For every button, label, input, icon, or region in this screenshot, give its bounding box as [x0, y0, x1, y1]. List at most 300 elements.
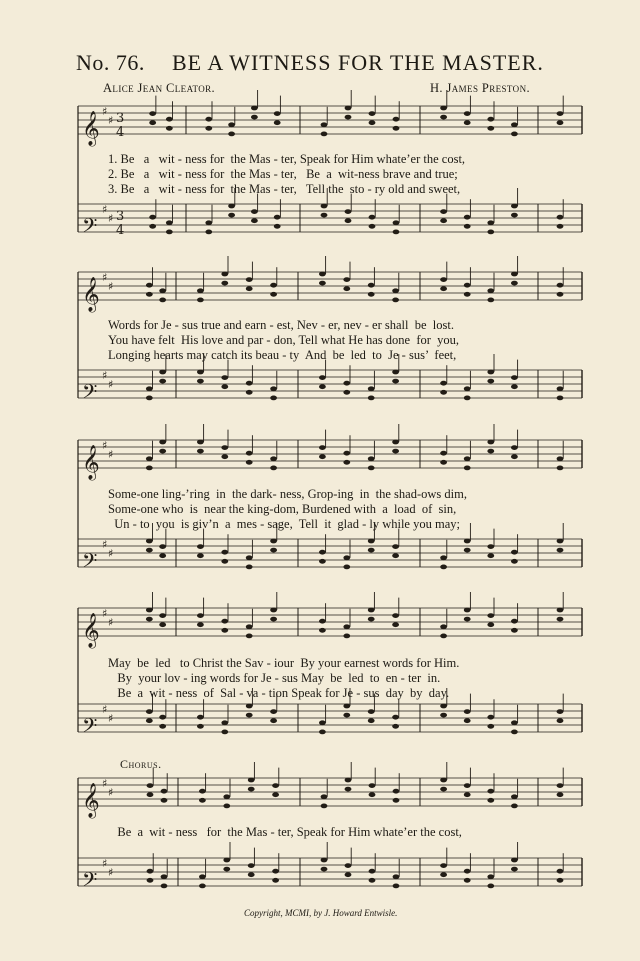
note-head: [161, 874, 168, 879]
note-head: [511, 550, 518, 555]
note-head: [149, 215, 156, 220]
note-head: [557, 792, 564, 797]
note-head: [557, 709, 564, 714]
note-head: [319, 628, 326, 633]
note-head: [557, 548, 564, 553]
note-head: [392, 544, 399, 549]
note-head: [221, 375, 228, 380]
note-head: [511, 867, 518, 872]
composer-credit: H. James Preston.: [430, 81, 530, 95]
note-head: [197, 449, 204, 454]
note-head: [343, 634, 350, 639]
note-head: [272, 869, 279, 874]
note-head: [159, 449, 166, 454]
note-head: [440, 713, 447, 718]
note-head: [392, 553, 399, 558]
lyric-line: Be a wit - ness for the Mas - ter, Speak for Him whate’er the cost,: [108, 825, 462, 839]
note-head: [557, 292, 564, 297]
lyric-line: Words for Je - sus true and earn - est, Nev - er, nev - er shall be lost.: [108, 318, 454, 332]
note-head: [345, 115, 352, 120]
note-head: [197, 379, 204, 384]
note-head: [464, 718, 471, 723]
note-head: [464, 869, 471, 874]
note-head: [464, 466, 471, 471]
note-head: [197, 544, 204, 549]
bass-clef: 𝄢: [82, 868, 98, 896]
copyright-notice: Copyright, MCMI, by J. Howard Entwisle.: [244, 908, 398, 918]
note-head: [464, 224, 471, 229]
note-head: [464, 215, 471, 220]
note-head: [464, 120, 471, 125]
note-head: [369, 792, 376, 797]
note-head: [368, 548, 375, 553]
note-head: [199, 874, 206, 879]
lyric-line: May be led to Christ the Sav - iour By your earnest words for Him.: [108, 656, 460, 670]
note-head: [246, 286, 253, 291]
note-head: [205, 220, 212, 225]
sharp-sign: ♯: [108, 378, 114, 391]
lyric-line: Some-one ling-’ring in the dark- ness, Grop-ing in the shad-ows dim,: [108, 487, 467, 501]
note-head: [246, 381, 253, 386]
note-head: [368, 617, 375, 622]
note-head: [161, 789, 168, 794]
note-head: [228, 213, 235, 218]
treble-clef: 𝄞: [82, 613, 100, 648]
sharp-sign: ♯: [108, 212, 114, 225]
sharp-sign: ♯: [108, 616, 114, 629]
note-head: [147, 869, 154, 874]
note-head: [487, 544, 494, 549]
note-head: [440, 555, 447, 560]
note-head: [557, 869, 564, 874]
sharp-sign: ♯: [102, 203, 108, 216]
note-head: [392, 288, 399, 293]
note-head: [274, 120, 281, 125]
note-head: [440, 390, 447, 395]
note-head: [557, 783, 564, 788]
note-head: [392, 449, 399, 454]
note-head: [487, 724, 494, 729]
note-head: [270, 292, 277, 297]
note-head: [511, 122, 518, 127]
note-head: [440, 778, 447, 783]
note-head: [270, 283, 277, 288]
note-head: [146, 709, 153, 714]
note-head: [440, 277, 447, 282]
note-head: [393, 874, 400, 879]
note-head: [487, 798, 494, 803]
note-head: [159, 379, 166, 384]
lyric-line: 3. Be a wit - ness for the Mas - ter, Tell the sto - ry old and sweet,: [108, 182, 461, 196]
note-head: [146, 456, 153, 461]
note-head: [557, 283, 564, 288]
note-head: [393, 789, 400, 794]
note-head: [246, 565, 253, 570]
note-head: [197, 298, 204, 303]
time-signature: 4: [116, 125, 125, 140]
note-head: [440, 286, 447, 291]
note-head: [146, 617, 153, 622]
lyric-line: 1. Be a wit - ness for the Mas - ter, Speak for Him whate’er the cost,: [108, 152, 466, 166]
sharp-sign: ♯: [102, 271, 108, 284]
note-head: [146, 283, 153, 288]
note-head: [464, 608, 471, 613]
note-head: [321, 204, 328, 209]
time-signature: 3: [116, 209, 125, 224]
note-head: [464, 386, 471, 391]
note-head: [557, 539, 564, 544]
note-head: [197, 715, 204, 720]
sharp-sign: ♯: [102, 703, 108, 716]
note-head: [440, 451, 447, 456]
treble-clef: 𝄞: [82, 277, 100, 312]
note-head: [345, 209, 352, 214]
note-head: [221, 445, 228, 450]
sharp-sign: ♯: [102, 607, 108, 620]
note-head: [557, 215, 564, 220]
bass-clef: 𝄢: [82, 549, 98, 577]
note-head: [343, 390, 350, 395]
note-head: [487, 622, 494, 627]
note-head: [440, 115, 447, 120]
note-head: [392, 379, 399, 384]
note-head: [511, 375, 518, 380]
sharp-sign: ♯: [102, 857, 108, 870]
time-signature: 4: [116, 223, 125, 238]
note-head: [319, 445, 326, 450]
note-head: [343, 565, 350, 570]
note-head: [487, 117, 494, 122]
note-head: [270, 396, 277, 401]
note-head: [369, 783, 376, 788]
hymn-number: No. 76.: [76, 50, 145, 75]
note-head: [557, 617, 564, 622]
note-head: [511, 794, 518, 799]
note-head: [221, 281, 228, 286]
note-head: [223, 867, 230, 872]
note-head: [368, 386, 375, 391]
note-head: [166, 220, 173, 225]
note-head: [392, 715, 399, 720]
note-head: [159, 440, 166, 445]
note-head: [511, 628, 518, 633]
note-head: [221, 550, 228, 555]
note-head: [221, 384, 228, 389]
note-head: [161, 884, 168, 889]
note-head: [146, 608, 153, 613]
note-head: [251, 218, 258, 223]
note-head: [440, 624, 447, 629]
note-head: [199, 789, 206, 794]
note-head: [159, 288, 166, 293]
lyric-line: Be a wit - ness of Sal - va - tion Speak for Je - sus day by day.: [108, 686, 450, 700]
note-head: [223, 804, 230, 809]
note-head: [221, 454, 228, 459]
sharp-sign: ♯: [108, 866, 114, 879]
note-head: [511, 384, 518, 389]
lyric-line: 2. Be a wit - ness for the Mas - ter, Be a wit-ness brave and true;: [108, 167, 458, 181]
note-head: [368, 466, 375, 471]
note-head: [248, 787, 255, 792]
note-head: [319, 272, 326, 277]
note-head: [321, 122, 328, 127]
note-head: [557, 224, 564, 229]
note-head: [246, 277, 253, 282]
note-head: [393, 798, 400, 803]
note-head: [368, 718, 375, 723]
note-head: [557, 111, 564, 116]
chorus-label: Chorus.: [120, 757, 162, 771]
note-head: [272, 792, 279, 797]
note-head: [345, 218, 352, 223]
note-head: [345, 787, 352, 792]
note-head: [392, 440, 399, 445]
note-head: [368, 456, 375, 461]
note-head: [197, 553, 204, 558]
note-head: [270, 539, 277, 544]
note-head: [440, 872, 447, 877]
note-head: [440, 704, 447, 709]
note-head: [319, 730, 326, 735]
note-head: [464, 539, 471, 544]
note-head: [487, 613, 494, 618]
note-head: [511, 445, 518, 450]
note-head: [487, 126, 494, 131]
note-head: [221, 628, 228, 633]
note-head: [487, 449, 494, 454]
bass-clef: 𝄢: [82, 714, 98, 742]
note-head: [228, 122, 235, 127]
note-head: [166, 126, 173, 131]
note-head: [147, 792, 154, 797]
note-head: [146, 396, 153, 401]
note-head: [343, 555, 350, 560]
note-head: [319, 619, 326, 624]
note-head: [487, 874, 494, 879]
note-head: [147, 878, 154, 883]
note-head: [274, 111, 281, 116]
note-head: [159, 370, 166, 375]
note-head: [146, 386, 153, 391]
note-head: [205, 126, 212, 131]
note-head: [221, 272, 228, 277]
lyric-line: By your lov - ing words for Je - sus May be led to en - ter in.: [108, 671, 441, 685]
note-head: [149, 111, 156, 116]
sharp-sign: ♯: [108, 547, 114, 560]
note-head: [557, 456, 564, 461]
sharp-sign: ♯: [108, 280, 114, 293]
note-head: [146, 466, 153, 471]
note-head: [321, 804, 328, 809]
note-head: [159, 715, 166, 720]
note-head: [270, 466, 277, 471]
note-head: [228, 132, 235, 137]
note-head: [270, 709, 277, 714]
note-head: [345, 863, 352, 868]
note-head: [464, 396, 471, 401]
note-head: [557, 608, 564, 613]
note-head: [511, 730, 518, 735]
note-head: [369, 111, 376, 116]
note-head: [368, 608, 375, 613]
note-head: [369, 120, 376, 125]
note-head: [166, 230, 173, 235]
lyricist-credit: Alice Jean Cleator.: [103, 81, 216, 95]
bass-clef: 𝄢: [82, 380, 98, 408]
note-head: [392, 298, 399, 303]
hymn-title: BE A WITNESS FOR THE MASTER.: [172, 50, 544, 75]
sharp-sign: ♯: [102, 538, 108, 551]
note-head: [487, 884, 494, 889]
note-head: [511, 720, 518, 725]
note-head: [270, 386, 277, 391]
note-head: [368, 292, 375, 297]
note-head: [246, 555, 253, 560]
note-head: [159, 544, 166, 549]
note-head: [251, 209, 258, 214]
note-head: [159, 724, 166, 729]
note-head: [270, 456, 277, 461]
note-head: [343, 704, 350, 709]
note-head: [392, 724, 399, 729]
note-head: [511, 204, 518, 209]
note-head: [487, 715, 494, 720]
note-head: [393, 126, 400, 131]
note-head: [321, 213, 328, 218]
note-head: [146, 718, 153, 723]
note-head: [487, 440, 494, 445]
note-head: [343, 624, 350, 629]
note-head: [161, 798, 168, 803]
sharp-sign: ♯: [102, 439, 108, 452]
note-head: [272, 783, 279, 788]
note-head: [197, 288, 204, 293]
note-head: [228, 204, 235, 209]
note-head: [392, 613, 399, 618]
note-head: [557, 396, 564, 401]
note-head: [319, 550, 326, 555]
note-head: [511, 858, 518, 863]
note-head: [440, 209, 447, 214]
note-head: [557, 386, 564, 391]
note-head: [464, 292, 471, 297]
note-head: [343, 286, 350, 291]
note-head: [246, 634, 253, 639]
time-signature: 3: [116, 111, 125, 126]
note-head: [440, 460, 447, 465]
note-head: [487, 288, 494, 293]
note-head: [248, 778, 255, 783]
note-head: [159, 298, 166, 303]
note-head: [511, 559, 518, 564]
treble-clef: 𝄞: [82, 445, 100, 480]
note-head: [511, 213, 518, 218]
note-head: [345, 106, 352, 111]
note-head: [487, 789, 494, 794]
note-head: [487, 220, 494, 225]
note-head: [270, 548, 277, 553]
note-head: [199, 798, 206, 803]
note-head: [272, 878, 279, 883]
note-head: [440, 381, 447, 386]
lyric-line: Longing hearts may catch its beau - ty And be led to Je - sus’ feet,: [108, 348, 457, 362]
note-head: [557, 120, 564, 125]
treble-clef: 𝄞: [82, 783, 100, 818]
note-head: [246, 624, 253, 629]
note-head: [464, 783, 471, 788]
note-head: [464, 792, 471, 797]
note-head: [149, 120, 156, 125]
note-head: [223, 794, 230, 799]
note-head: [440, 218, 447, 223]
note-head: [159, 622, 166, 627]
note-head: [251, 115, 258, 120]
note-head: [369, 869, 376, 874]
note-head: [368, 396, 375, 401]
note-head: [557, 878, 564, 883]
sharp-sign: ♯: [108, 786, 114, 799]
note-head: [321, 132, 328, 137]
note-head: [557, 466, 564, 471]
note-head: [393, 884, 400, 889]
note-head: [440, 787, 447, 792]
note-head: [319, 559, 326, 564]
note-head: [274, 215, 281, 220]
note-head: [321, 794, 328, 799]
note-head: [270, 617, 277, 622]
note-head: [246, 704, 253, 709]
note-head: [487, 298, 494, 303]
note-head: [205, 117, 212, 122]
note-head: [557, 718, 564, 723]
note-head: [487, 370, 494, 375]
note-head: [511, 619, 518, 624]
note-head: [343, 713, 350, 718]
note-head: [274, 224, 281, 229]
note-head: [345, 872, 352, 877]
lyric-line: Some-one who is near the king-dom, Burdened with a load of sin,: [108, 502, 457, 516]
note-head: [464, 709, 471, 714]
note-head: [343, 381, 350, 386]
note-head: [221, 720, 228, 725]
note-head: [248, 872, 255, 877]
note-head: [321, 858, 328, 863]
note-head: [319, 454, 326, 459]
note-head: [393, 117, 400, 122]
note-head: [159, 613, 166, 618]
note-head: [159, 553, 166, 558]
note-head: [166, 117, 173, 122]
note-head: [149, 224, 156, 229]
note-head: [197, 370, 204, 375]
note-head: [392, 370, 399, 375]
note-head: [464, 456, 471, 461]
sharp-sign: ♯: [108, 114, 114, 127]
note-head: [464, 617, 471, 622]
note-head: [440, 863, 447, 868]
note-head: [221, 559, 228, 564]
note-head: [440, 106, 447, 111]
note-head: [321, 867, 328, 872]
note-head: [440, 634, 447, 639]
lyric-line: Un - to you is giv’n a mes - sage, Tell it glad - ly while you may;: [108, 517, 460, 531]
note-head: [464, 111, 471, 116]
note-head: [393, 230, 400, 235]
note-head: [343, 277, 350, 282]
note-head: [248, 863, 255, 868]
note-head: [205, 230, 212, 235]
note-head: [487, 553, 494, 558]
